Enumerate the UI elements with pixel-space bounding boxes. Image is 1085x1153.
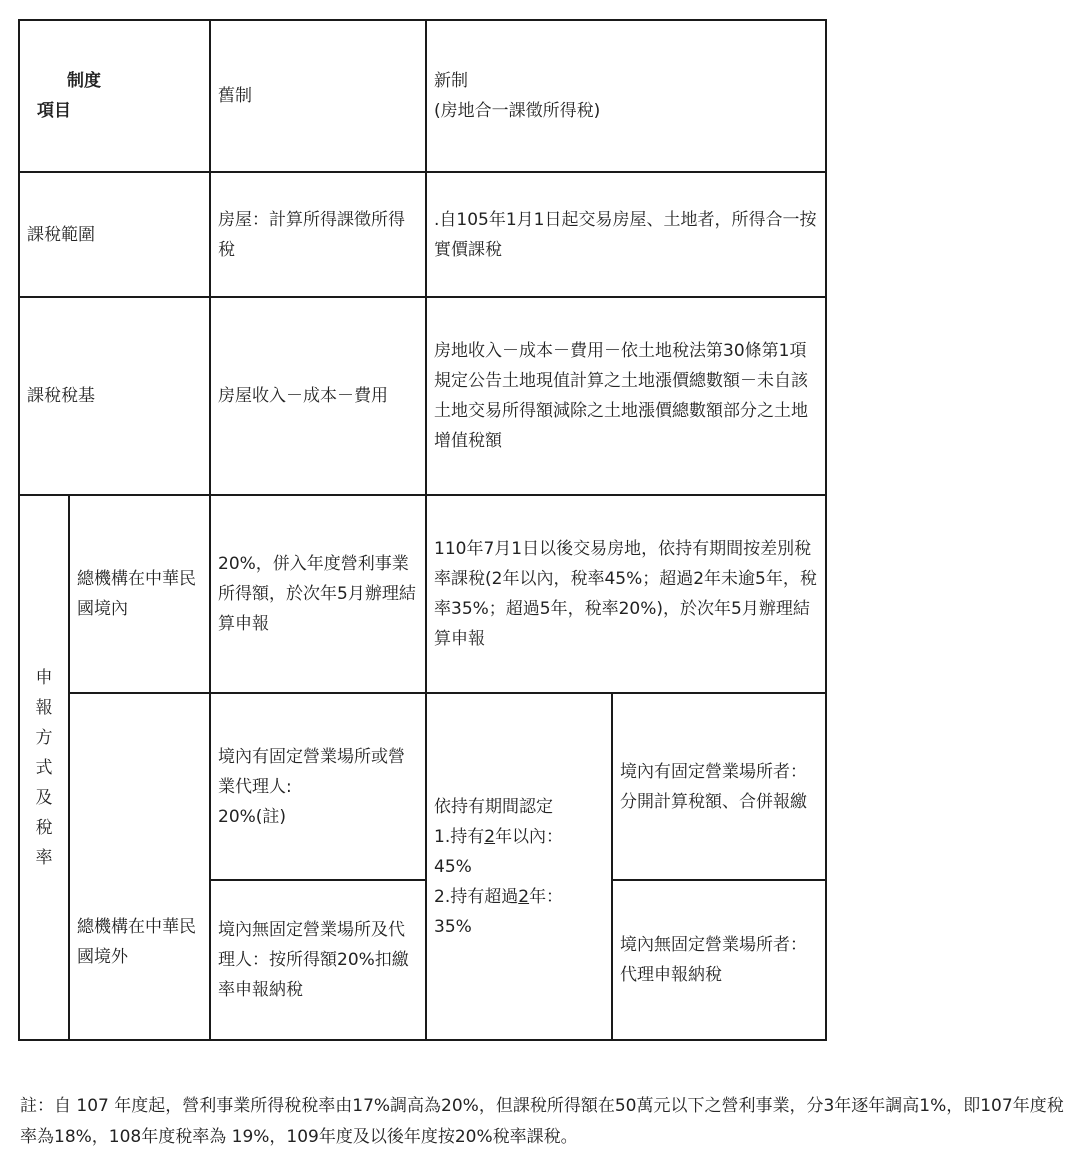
header-new-cell (426, 20, 826, 172)
foreign-new-nonfixed: 境內無固定營業場所者：代理申報納稅 (612, 880, 826, 1040)
foreign-new-rate-item-1: 1.持有2年以內： (434, 826, 564, 847)
row-base (19, 297, 826, 495)
domestic-new: 110年7月1日以後交易房地，依持有期間按差別稅率課稅(2年以內，稅率45%；超過2年未逾5年，稅率35%；超過5年，稅率20%)，於次年5月辦理結算申報 (426, 495, 826, 693)
row-filing-domestic (19, 495, 826, 693)
scope-old: 房屋：計算所得課徵所得稅 (210, 172, 426, 297)
header-new-subtitle: (房地合一課徵所得稅) (434, 101, 601, 121)
footnote: 註：自 107 年度起，營利事業所得稅稅率由17%調高為20%，但課稅所得額在50萬元以下之營利事業，分3年逐年調高1%，即107年度稅率為18%，108年度稅率為 19%，109年度及以後年度按20%稅率課稅。 (20, 1096, 1064, 1147)
header-new-title: 新制 (434, 71, 468, 91)
header-row (19, 20, 826, 172)
filing-group-label-cell (19, 495, 69, 1040)
base-new: 房地收入－成本－費用－依土地稅法第30條第1項規定公告土地現值計算之土地漲價總數額－未自該土地交易所得額減除之土地漲價總數額部分之土地增值稅額 (426, 297, 826, 495)
header-corner-cell (19, 20, 210, 172)
domestic-label: 總機構在中華民國境內 (69, 495, 210, 693)
foreign-old-fixed (210, 693, 426, 880)
header-old-cell (210, 20, 426, 172)
foreign-new-rate-item-2-pct: 35% (434, 916, 472, 937)
foreign-old-fixed-rate: 20%(註) (218, 806, 287, 827)
filing-group-label: 申報方式及稅率 (35, 667, 53, 868)
foreign-label: 總機構在中華民國境外 (69, 693, 210, 1040)
base-old: 房屋收入－成本－費用 (210, 297, 426, 495)
foreign-new-rate-item-1-pct: 45% (434, 856, 472, 877)
row-filing-foreign-fixed (19, 693, 826, 880)
foreign-new-rate-cell (426, 693, 612, 1040)
foreign-new-fixed: 境內有固定營業場所者：分開計算稅額、合併報繳 (612, 693, 826, 880)
scope-new: .自105年1月1日起交易房屋、土地者，所得合一按實價課稅 (426, 172, 826, 297)
foreign-new-rate-item-2: 2.持有超過2年： (434, 886, 564, 907)
row-scope (19, 172, 826, 297)
foreign-old-fixed-text: 境內有固定營業場所或營業代理人: (218, 746, 405, 797)
scope-label: 課稅範圍 (19, 172, 210, 297)
header-row-title: 項目 (37, 101, 71, 121)
base-label: 課稅稅基 (19, 297, 210, 495)
domestic-old: 20%，併入年度營利事業所得額，於次年5月辦理結算申報 (210, 495, 426, 693)
foreign-new-rate-intro: 依持有期間認定 (434, 796, 553, 817)
foreign-old-nonfixed: 境內無固定營業場所及代理人：按所得額20%扣繳率申報納稅 (210, 880, 426, 1040)
header-old: 舊制 (218, 86, 252, 106)
header-col-title: 制度 (67, 71, 101, 91)
tax-comparison-table (18, 19, 827, 1041)
